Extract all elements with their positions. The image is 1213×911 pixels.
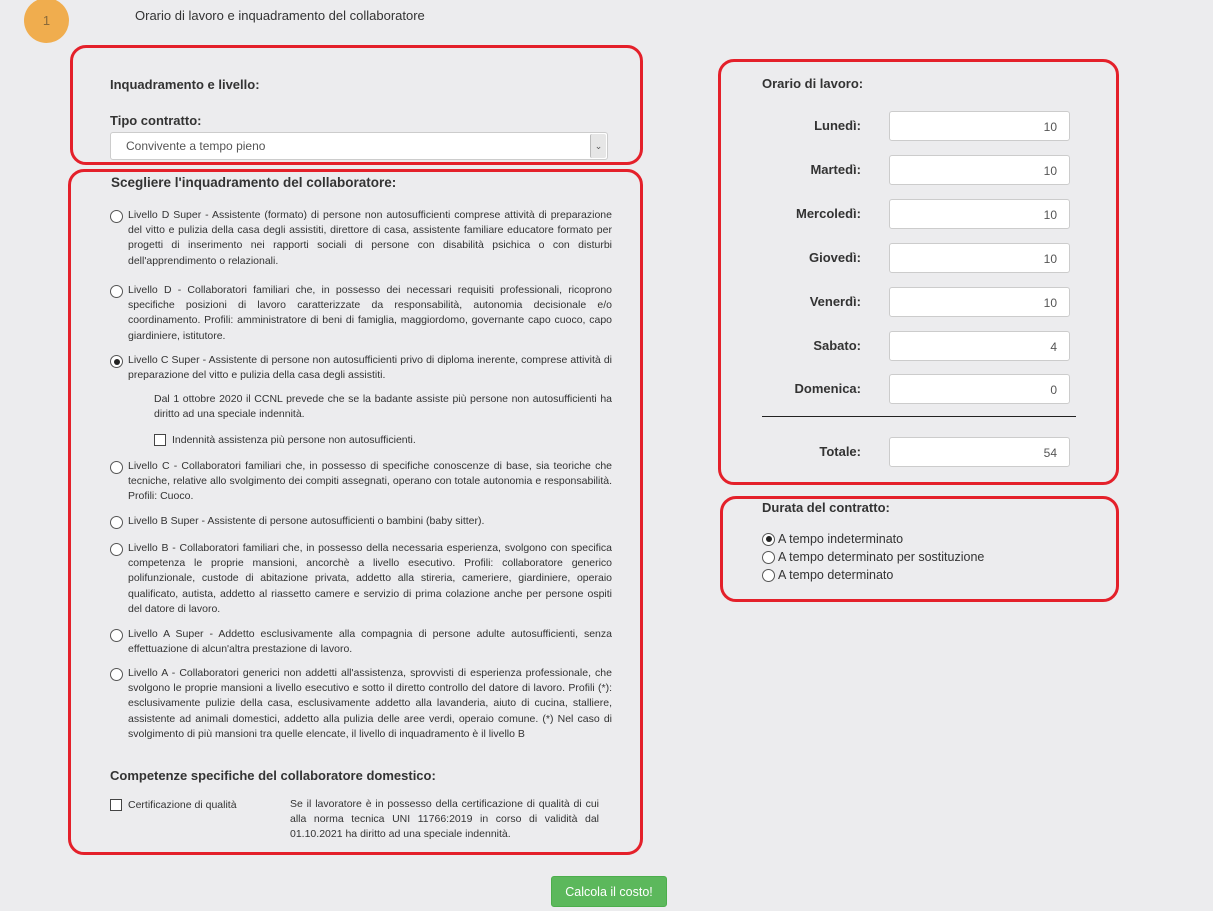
level-option-b[interactable] bbox=[110, 541, 612, 617]
hours-input-giovedi[interactable]: 10 bbox=[889, 243, 1070, 273]
level-label: Livello B - Collaboratori familiari che, in possesso della necessaria esperienza, svolgono con specifica competenza le proprie mansioni, ancorchè a livello esecutivo. Profili: collaboratore generico polifunzionale, custode di abitazione privata, addetto alla stireria, cameriere, giardiniere, operaio qualificato, autista, addetto al riassetto camere e servizio di prima colazione anche per persone ospiti del datore di lavoro. bbox=[128, 542, 612, 615]
level-option-d-super[interactable] bbox=[110, 208, 612, 269]
durata-option-indeterminato[interactable] bbox=[762, 532, 903, 546]
level-label: Livello D Super - Assistente (formato) di persone non autosufficienti comprese attività di preparazione del vitto e pulizia della casa degli assistiti, direttore di casa, assistente familiare educatore formato per progetti di inserimento nei rapporti sociali di persone con disabilità psichica o con disturbi dell'apprendimento o relazionali. bbox=[128, 209, 612, 267]
step-title: Orario di lavoro e inquadramento del collaboratore bbox=[135, 8, 425, 23]
day-label: Venerdì: bbox=[809, 294, 861, 309]
levels-title: Scegliere l'inquadramento del collaboratore: bbox=[111, 175, 397, 190]
level-label: Livello A Super - Addetto esclusivamente alla compagnia di persone adulte autosufficienti, senza effettuazione di alcun'altra prestazione di lavoro. bbox=[128, 628, 612, 656]
certificazione-checkbox[interactable] bbox=[110, 799, 122, 811]
c-super-note: Dal 1 ottobre 2020 il CCNL prevede che se la badante assiste più persone non autosufficienti ha diritto ad una speciale indennità. bbox=[154, 393, 612, 421]
contract-type-select[interactable] bbox=[110, 132, 608, 160]
level-label: Livello C Super - Assistente di persone non autosufficienti privo di diploma inerente, comprese attività di preparazione del vitto e pulizia della casa degli assistiti. bbox=[128, 354, 612, 382]
radio-button[interactable] bbox=[762, 551, 775, 564]
step-number-badge: 1 bbox=[24, 0, 69, 43]
certificazione-label: Certificazione di qualità bbox=[128, 799, 237, 811]
durata-option-label: A tempo indeterminato bbox=[778, 532, 904, 546]
orario-title: Orario di lavoro: bbox=[762, 76, 864, 91]
radio-button[interactable] bbox=[110, 516, 123, 529]
indennita-checkbox-row[interactable] bbox=[154, 434, 416, 446]
day-row-lunedi bbox=[721, 111, 1116, 141]
level-label: Livello B Super - Assistente di persone autosufficienti o bambini (baby sitter). bbox=[128, 515, 485, 527]
certificazione-checkbox-row[interactable] bbox=[110, 799, 237, 811]
radio-button-selected[interactable] bbox=[762, 533, 775, 546]
radio-button[interactable] bbox=[110, 629, 123, 642]
hours-input-domenica[interactable]: 0 bbox=[889, 374, 1070, 404]
indennita-checkbox[interactable] bbox=[154, 434, 166, 446]
level-label: Livello C - Collaboratori familiari che, in possesso di specifiche conoscenze di base, sia teoriche che tecniche, relative allo svolgimento dei compiti assegnati, operano con totale autonomia e responsabilità. Profili: Cuoco. bbox=[128, 460, 612, 503]
radio-button[interactable] bbox=[110, 210, 123, 223]
radio-button[interactable] bbox=[110, 668, 123, 681]
chevron-down-icon[interactable]: ⌄ bbox=[590, 134, 606, 158]
level-option-d[interactable] bbox=[110, 283, 612, 344]
contract-type-value: Convivente a tempo pieno bbox=[126, 139, 266, 153]
orario-section bbox=[718, 59, 1119, 485]
indennita-checkbox-label: Indennità assistenza più persone non autosufficienti. bbox=[172, 434, 416, 446]
hours-input-venerdi[interactable]: 10 bbox=[889, 287, 1070, 317]
radio-button[interactable] bbox=[110, 285, 123, 298]
hours-input-lunedi[interactable]: 10 bbox=[889, 111, 1070, 141]
durata-option-label: A tempo determinato per sostituzione bbox=[778, 550, 985, 564]
level-option-a-super[interactable] bbox=[110, 627, 612, 657]
day-row-mercoledi bbox=[721, 199, 1116, 229]
durata-option-determinato[interactable] bbox=[762, 568, 893, 582]
certificazione-description: Se il lavoratore è in possesso della certificazione di qualità di cui alla norma tecnica UNI 11766:2019 in corso di validità dal 01.10.2021 ha diritto ad una speciale indennità. bbox=[290, 798, 599, 841]
day-label: Domenica: bbox=[794, 381, 861, 396]
level-label: Livello D - Collaboratori familiari che, in possesso dei necessari requisiti professionali, ricoprono specifiche posizioni di lavoro caratterizzate da responsabilità, autonomia decisionale e/o coordinamento. Profili: amministratore di beni di famiglia, maggiordomo, governante capo cuoco, capo giardiniere, istitutore. bbox=[128, 284, 612, 342]
hours-input-sabato[interactable]: 4 bbox=[889, 331, 1070, 361]
day-label: Sabato: bbox=[813, 338, 861, 353]
level-option-a[interactable] bbox=[110, 666, 612, 742]
level-option-b-super[interactable] bbox=[110, 514, 612, 529]
level-option-c[interactable] bbox=[110, 459, 612, 505]
level-label: Livello A - Collaboratori generici non addetti all'assistenza, sprovvisti di esperienza professionale, che svolgono le proprie mansioni a livello esecutivo e sotto il diretto controllo del datore di lavoro. Profili (*): esclusivamente pulizie della casa, esclusivamente addetto alla lavanderia, aiuto di cucina, stalliere, assistente ad animali domestici, addetto alla pulizia delle aree verdi, operaio comune. (*) Nel caso di svolgimento di più mansioni tra quelle elencate, il livello di inquadramento è il livello B bbox=[128, 667, 612, 740]
calculate-cost-button[interactable]: Calcola il costo! bbox=[551, 876, 667, 907]
durata-section bbox=[720, 496, 1119, 602]
day-row-martedi bbox=[721, 155, 1116, 185]
total-hours-field: 54 bbox=[889, 437, 1070, 467]
day-label: Mercoledì: bbox=[795, 206, 861, 221]
day-row-domenica bbox=[721, 374, 1116, 404]
radio-button[interactable] bbox=[110, 461, 123, 474]
hours-input-martedi[interactable]: 10 bbox=[889, 155, 1070, 185]
radio-button[interactable] bbox=[762, 569, 775, 582]
total-label: Totale: bbox=[819, 444, 861, 459]
contract-type-label: Tipo contratto: bbox=[110, 113, 202, 128]
day-label: Martedì: bbox=[810, 162, 861, 177]
total-divider bbox=[762, 416, 1076, 417]
day-label: Giovedì: bbox=[808, 250, 861, 265]
day-row-giovedi bbox=[721, 243, 1116, 273]
day-row-venerdi bbox=[721, 287, 1116, 317]
hours-input-mercoledi[interactable]: 10 bbox=[889, 199, 1070, 229]
durata-title: Durata del contratto: bbox=[762, 500, 890, 515]
levels-section bbox=[68, 169, 643, 855]
durata-option-label: A tempo determinato bbox=[778, 568, 894, 582]
day-label: Lunedì: bbox=[814, 118, 861, 133]
inquadramento-title: Inquadramento e livello: bbox=[110, 77, 260, 92]
day-row-sabato bbox=[721, 331, 1116, 361]
radio-button-selected[interactable] bbox=[110, 355, 123, 368]
radio-button[interactable] bbox=[110, 543, 123, 556]
durata-option-sostituzione[interactable] bbox=[762, 550, 984, 564]
total-row bbox=[721, 437, 1116, 467]
inquadramento-section bbox=[70, 45, 643, 165]
level-option-c-super[interactable] bbox=[110, 353, 612, 383]
competenze-title: Competenze specifiche del collaboratore domestico: bbox=[110, 768, 436, 783]
